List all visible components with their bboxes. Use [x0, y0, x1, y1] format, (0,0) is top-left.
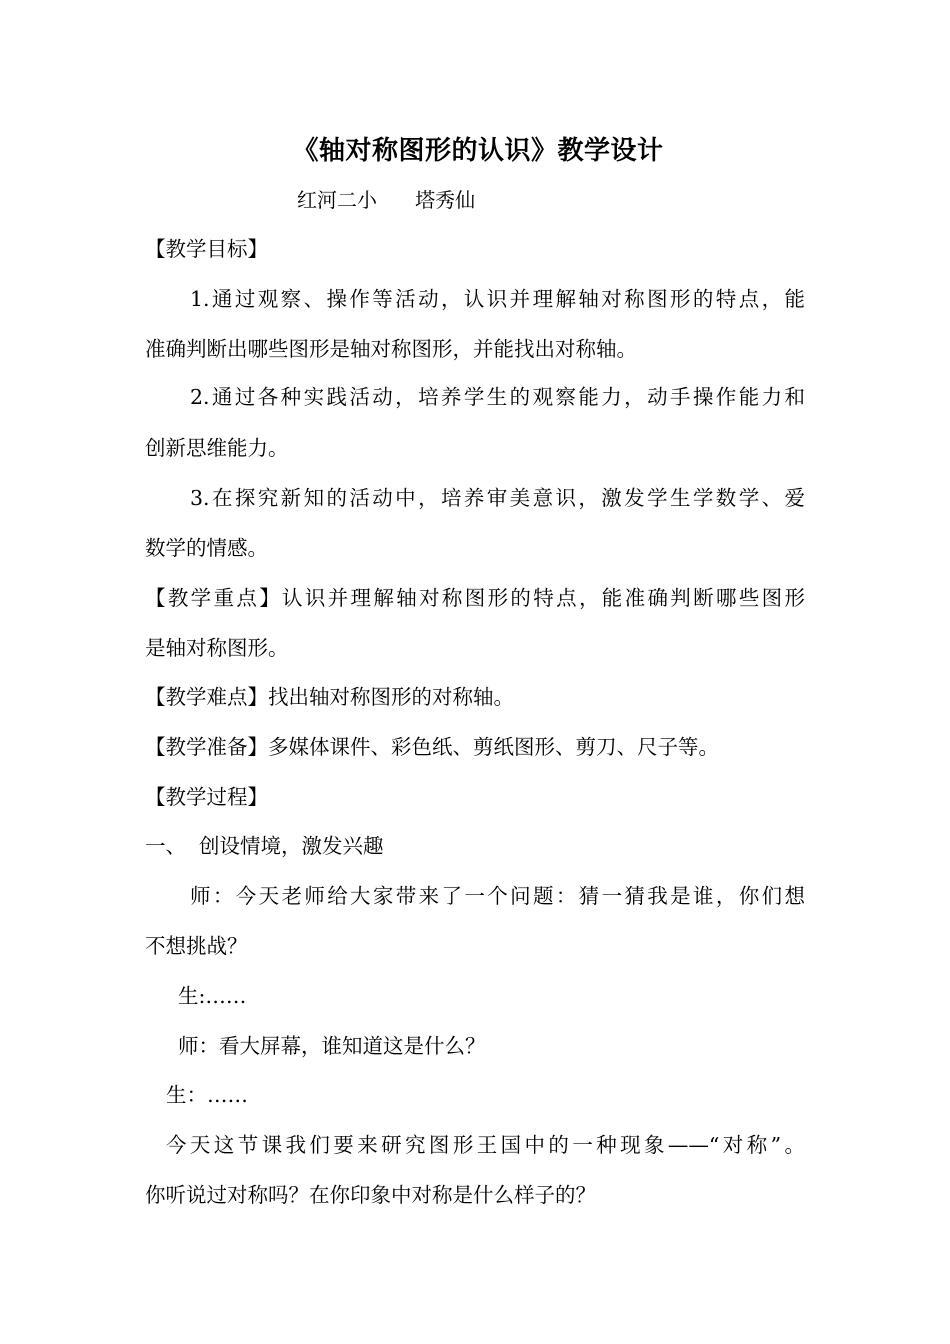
subsection-heading: 一、 创设情境，激发兴趣 — [145, 834, 384, 858]
section-heading-key-points: 【教学重点】认识并理解轴对称图形的特点，能准确判断哪些图形 — [145, 586, 805, 610]
dialogue-line: 师：今天老师给大家带来了一个问题：猜一猜我是谁，你们想 — [190, 884, 805, 908]
paragraph-line: 今天这节课我们要来研究图形王国中的一种现象——“对称”。 — [166, 1133, 805, 1157]
dialogue-line: 师：看大屏幕，谁知道这是什么？ — [178, 1034, 486, 1058]
paragraph-line: 2.通过各种实践活动，培养学生的观察能力，动手操作能力和 — [190, 385, 805, 409]
paragraph-line: 数学的情感。 — [145, 536, 268, 560]
section-heading-objectives: 【教学目标】 — [145, 237, 268, 261]
paragraph-line: 3.在探究新知的活动中，培养审美意识，激发学生学数学、爱 — [190, 486, 805, 510]
section-heading-process: 【教学过程】 — [145, 785, 268, 809]
author-line: 红河二小 塔秀仙 — [297, 188, 476, 212]
paragraph-line: 1.通过观察、操作等活动，认识并理解轴对称图形的特点，能 — [190, 287, 805, 311]
document-title: 《轴对称图形的认识》教学设计 — [292, 136, 664, 166]
paragraph-line: 你听说过对称吗？在你印象中对称是什么样子的？ — [145, 1183, 596, 1207]
paragraph-line: 是轴对称图形。 — [145, 636, 289, 660]
dialogue-line: 不想挑战？ — [145, 934, 248, 958]
dialogue-line: 生:…… — [178, 984, 247, 1008]
section-heading-preparation: 【教学准备】多媒体课件、彩色纸、剪纸图形、剪刀、尺子等。 — [145, 735, 719, 759]
dialogue-line: 生：…… — [166, 1083, 248, 1107]
paragraph-line: 准确判断出哪些图形是轴对称图形，并能找出对称轴。 — [145, 337, 637, 361]
paragraph-line: 创新思维能力。 — [145, 436, 289, 460]
section-heading-difficulties: 【教学难点】找出轴对称图形的对称轴。 — [145, 685, 514, 709]
